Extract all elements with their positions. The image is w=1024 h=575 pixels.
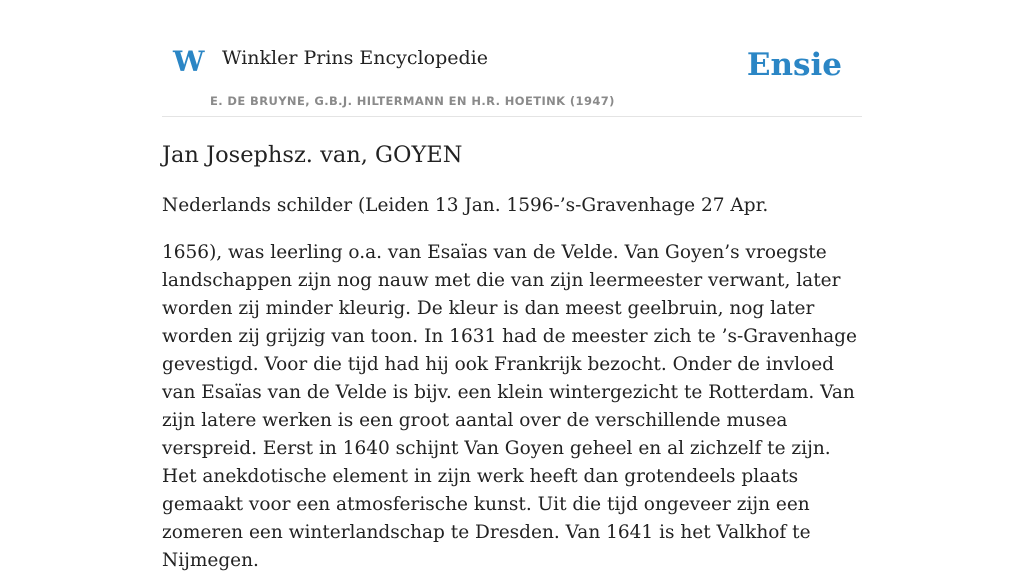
article-paragraph: Nederlands schilder (Leiden 13 Jan. 1596-’s-Gravenhage 27 Apr. <box>162 195 769 216</box>
winkler-prins-logo[interactable]: W <box>173 45 205 78</box>
header <box>162 0 862 117</box>
article-title: Jan Josephsz. van, GOYEN <box>162 142 463 168</box>
ensie-logo[interactable]: Ensie <box>746 47 842 83</box>
source-authors: E. DE BRUYNE, G.B.J. HILTERMANN EN H.R. HOETINK (1947) <box>210 94 615 108</box>
article-paragraph: 1656), was leerling o.a. van Esaïas van de Velde. Van Goyen’s vroegste landschappen zijn nog nauw met die van zijn leermeester verwant, later worden zij minder kleurig. De kleur is dan meest geelbruin, nog later worden zij grijzig van toon. In 1631 had de meester zich te ’s-Gravenhage gevestigd. Voor die tijd had hij ook Frankrijk bezocht. Onder de invloed van Esaïas van de Velde is bijv. een klein wintergezicht te Rotterdam. Van zijn latere werken is een groot aantal over de verschillende musea verspreid. Eerst in 1640 schijnt Van Goyen geheel en al zichzelf te zijn. Het anekdotische element in zijn werk heeft dan grotendeels plaats gemaakt voor een atmosferische kunst. Uit die tijd ongeveer zijn een zomeren een winterlandschap te Dresden. Van 1641 is het Valkhof te Nijmegen. <box>162 242 857 571</box>
site-title[interactable]: Winkler Prins Encyclopedie <box>222 47 488 69</box>
article <box>162 139 867 575</box>
